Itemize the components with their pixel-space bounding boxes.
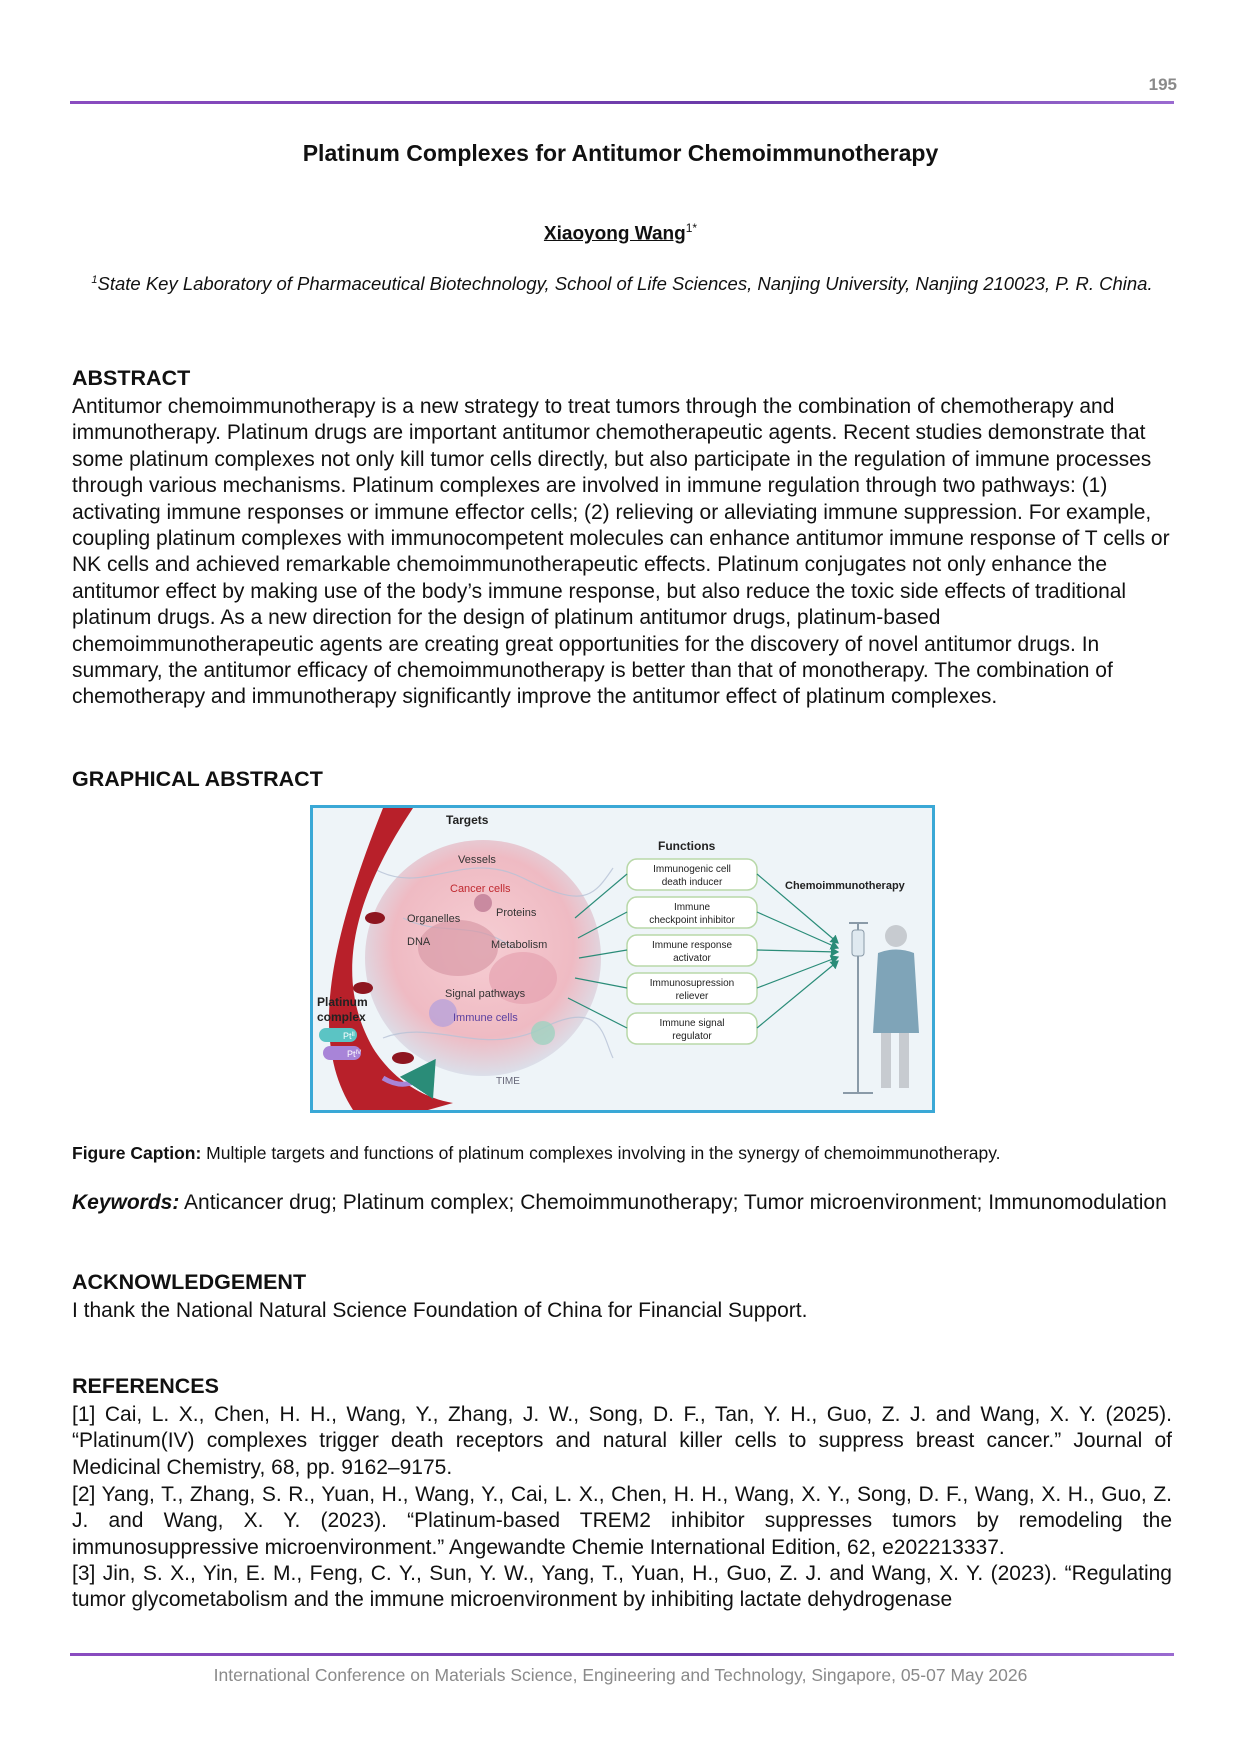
target-label: Signal pathways: [445, 988, 526, 1000]
author-marker: 1*: [685, 221, 698, 235]
footer-divider: [70, 1653, 1174, 1656]
function-box: [627, 859, 757, 890]
acknowledgement-text: I thank the National Natural Science Foundation of China for Financial Support.: [72, 1299, 808, 1322]
target-label: Metabolism: [491, 939, 548, 951]
pt-iv-label: $Pt^{IV}$: [347, 1049, 362, 1059]
svg-text:Immune: Immune: [673, 902, 711, 913]
footer-text: International Conference on Materials Science, Engineering and Technology, Singapore, 05-07 May 2026: [213, 1665, 1028, 1685]
figure-caption-text: Multiple targets and functions of platinum complexes involving in the synergy of chemoimmunotherapy.: [201, 1143, 1001, 1163]
keywords-label: Keywords:: [72, 1191, 180, 1214]
svg-text:Immunosupression: Immunosupression: [649, 978, 735, 989]
functions-title: Functions: [658, 839, 716, 853]
figure-illustration: [313, 808, 932, 1110]
figure-caption: [72, 1143, 1192, 1164]
target-label: Vessels: [458, 854, 496, 866]
graphical-abstract-heading: GRAPHICAL ABSTRACT: [72, 767, 323, 791]
target-label: Proteins: [496, 907, 537, 919]
keywords-text: Anticancer drug; Platinum complex; Chemoimmunotherapy; Tumor microenvironment; Immunomodulation: [179, 1191, 1167, 1214]
abstract-heading: ABSTRACT: [72, 366, 191, 390]
page-number: 195: [1148, 75, 1177, 94]
svg-text:checkpoint inhibitor: checkpoint inhibitor: [649, 915, 735, 926]
svg-text:reliever: reliever: [675, 991, 709, 1002]
target-label: Organelles: [407, 913, 461, 925]
reference-item: [2] Yang, T., Zhang, S. R., Yuan, H., Wang, Y., Cai, L. X., Chen, H. H., Wang, X. Y., Song, D. F., Wang, X. H., Guo, Z. J. and Wang, X. Y. (2023). “Platinum-based TREM2 inhibitor suppresses tumors by remodeling the immunosuppressive microenvironment.” Angewandte Chemie International Edition, 62, e202213337.: [72, 1483, 1172, 1559]
reference-item: [1] Cai, L. X., Chen, H. H., Wang, Y., Zhang, J. W., Song, D. F., Tan, Y. H., Guo, Z. J. and Wang, X. Y. (2025). “Platinum(IV) complexes trigger death receptors and natural killer cells to suppress breast cancer.” Journal of Medicinal Chemistry, 68, pp. 9162–9175.: [72, 1403, 1172, 1479]
author-line: [0, 221, 1241, 245]
platinum-label: Platinum: [317, 995, 368, 1009]
figure-caption-label: Figure Caption:: [72, 1143, 202, 1163]
abstract-text: Antitumor chemoimmunotherapy is a new strategy to treat tumors through the combination of chemotherapy and immunotherapy. Platinum drugs are important antitumor chemotherapeutic agents. Recent studies demonstrate that some platinum complexes not only kill tumor cells directly, but also participate in the regulation of immune processes through various mechanisms. Platinum complexes are involved in immune regulation through two pathways: (1) activating immune responses or immune effector cells; (2) relieving or alleviating immune suppression. For example, coupling platinum complexes with immunocompetent molecules can enhance antitumor immune response of T cells or NK cells and achieved remarkable chemoimmunotherapeutic effects. Platinum conjugates not only enhance the antitumor effect by making use of the body’s immune response, but also reduce the toxic side effects of traditional platinum drugs. As a new direction for the design of platinum antitumor drugs, platinum-based chemoimmunotherapeutic agents are creating great opportunities for the discovery of novel antitumor drugs. In summary, the antitumor efficacy of chemoimmunotherapy is better than that of monotherapy. The combination of chemotherapy and immunotherapy significantly improve the antitumor effect of platinum complexes.: [72, 395, 1170, 709]
affiliation-marker: 1: [91, 274, 98, 286]
pt-ii-label: $Pt^{II}$: [343, 1031, 355, 1041]
function-box: [627, 1013, 757, 1044]
target-label: Immune cells: [453, 1012, 518, 1024]
acknowledgement-heading: ACKNOWLEDGEMENT: [72, 1270, 307, 1294]
svg-text:death inducer: death inducer: [661, 877, 723, 888]
keywords: [72, 1190, 1172, 1216]
complex-label: complex: [317, 1010, 366, 1024]
paper-title: Platinum Complexes for Antitumor Chemoimmunotherapy: [302, 140, 939, 166]
affiliation-text: State Key Laboratory of Pharmaceutical Biotechnology, School of Life Sciences, Nanjing University, Nanjing 210023, P. R. China.: [97, 273, 1153, 295]
author-name: Xiaoyong Wang: [543, 223, 686, 245]
svg-text:Immunogenic cell: Immunogenic cell: [653, 864, 731, 875]
target-label: Cancer cells: [450, 883, 511, 895]
outcome-label: Chemoimmunotherapy: [785, 880, 905, 892]
time-label: TIME: [496, 1076, 520, 1087]
svg-text:regulator: regulator: [672, 1031, 712, 1042]
target-label: DNA: [407, 936, 431, 948]
svg-text:Immune signal: Immune signal: [659, 1018, 725, 1029]
function-box: [627, 897, 757, 928]
reference-item: [3] Jin, S. X., Yin, E. M., Feng, C. Y., Sun, Y. W., Yang, T., Yuan, H., Guo, Z. J. and Wang, X. Y. (2023). “Regulating tumor glycometabolism and the immune microenvironment by inhibiting lactate dehydrogenase: [72, 1562, 1172, 1612]
function-box: [627, 935, 757, 966]
graphical-abstract-figure: [310, 805, 935, 1113]
function-box: [627, 973, 757, 1004]
targets-title: Targets: [446, 813, 489, 827]
references-heading: REFERENCES: [72, 1374, 219, 1398]
svg-text:activator: activator: [673, 953, 711, 964]
header-divider: [70, 101, 1174, 104]
svg-text:Immune response: Immune response: [651, 940, 733, 951]
affiliation: [72, 268, 1172, 296]
